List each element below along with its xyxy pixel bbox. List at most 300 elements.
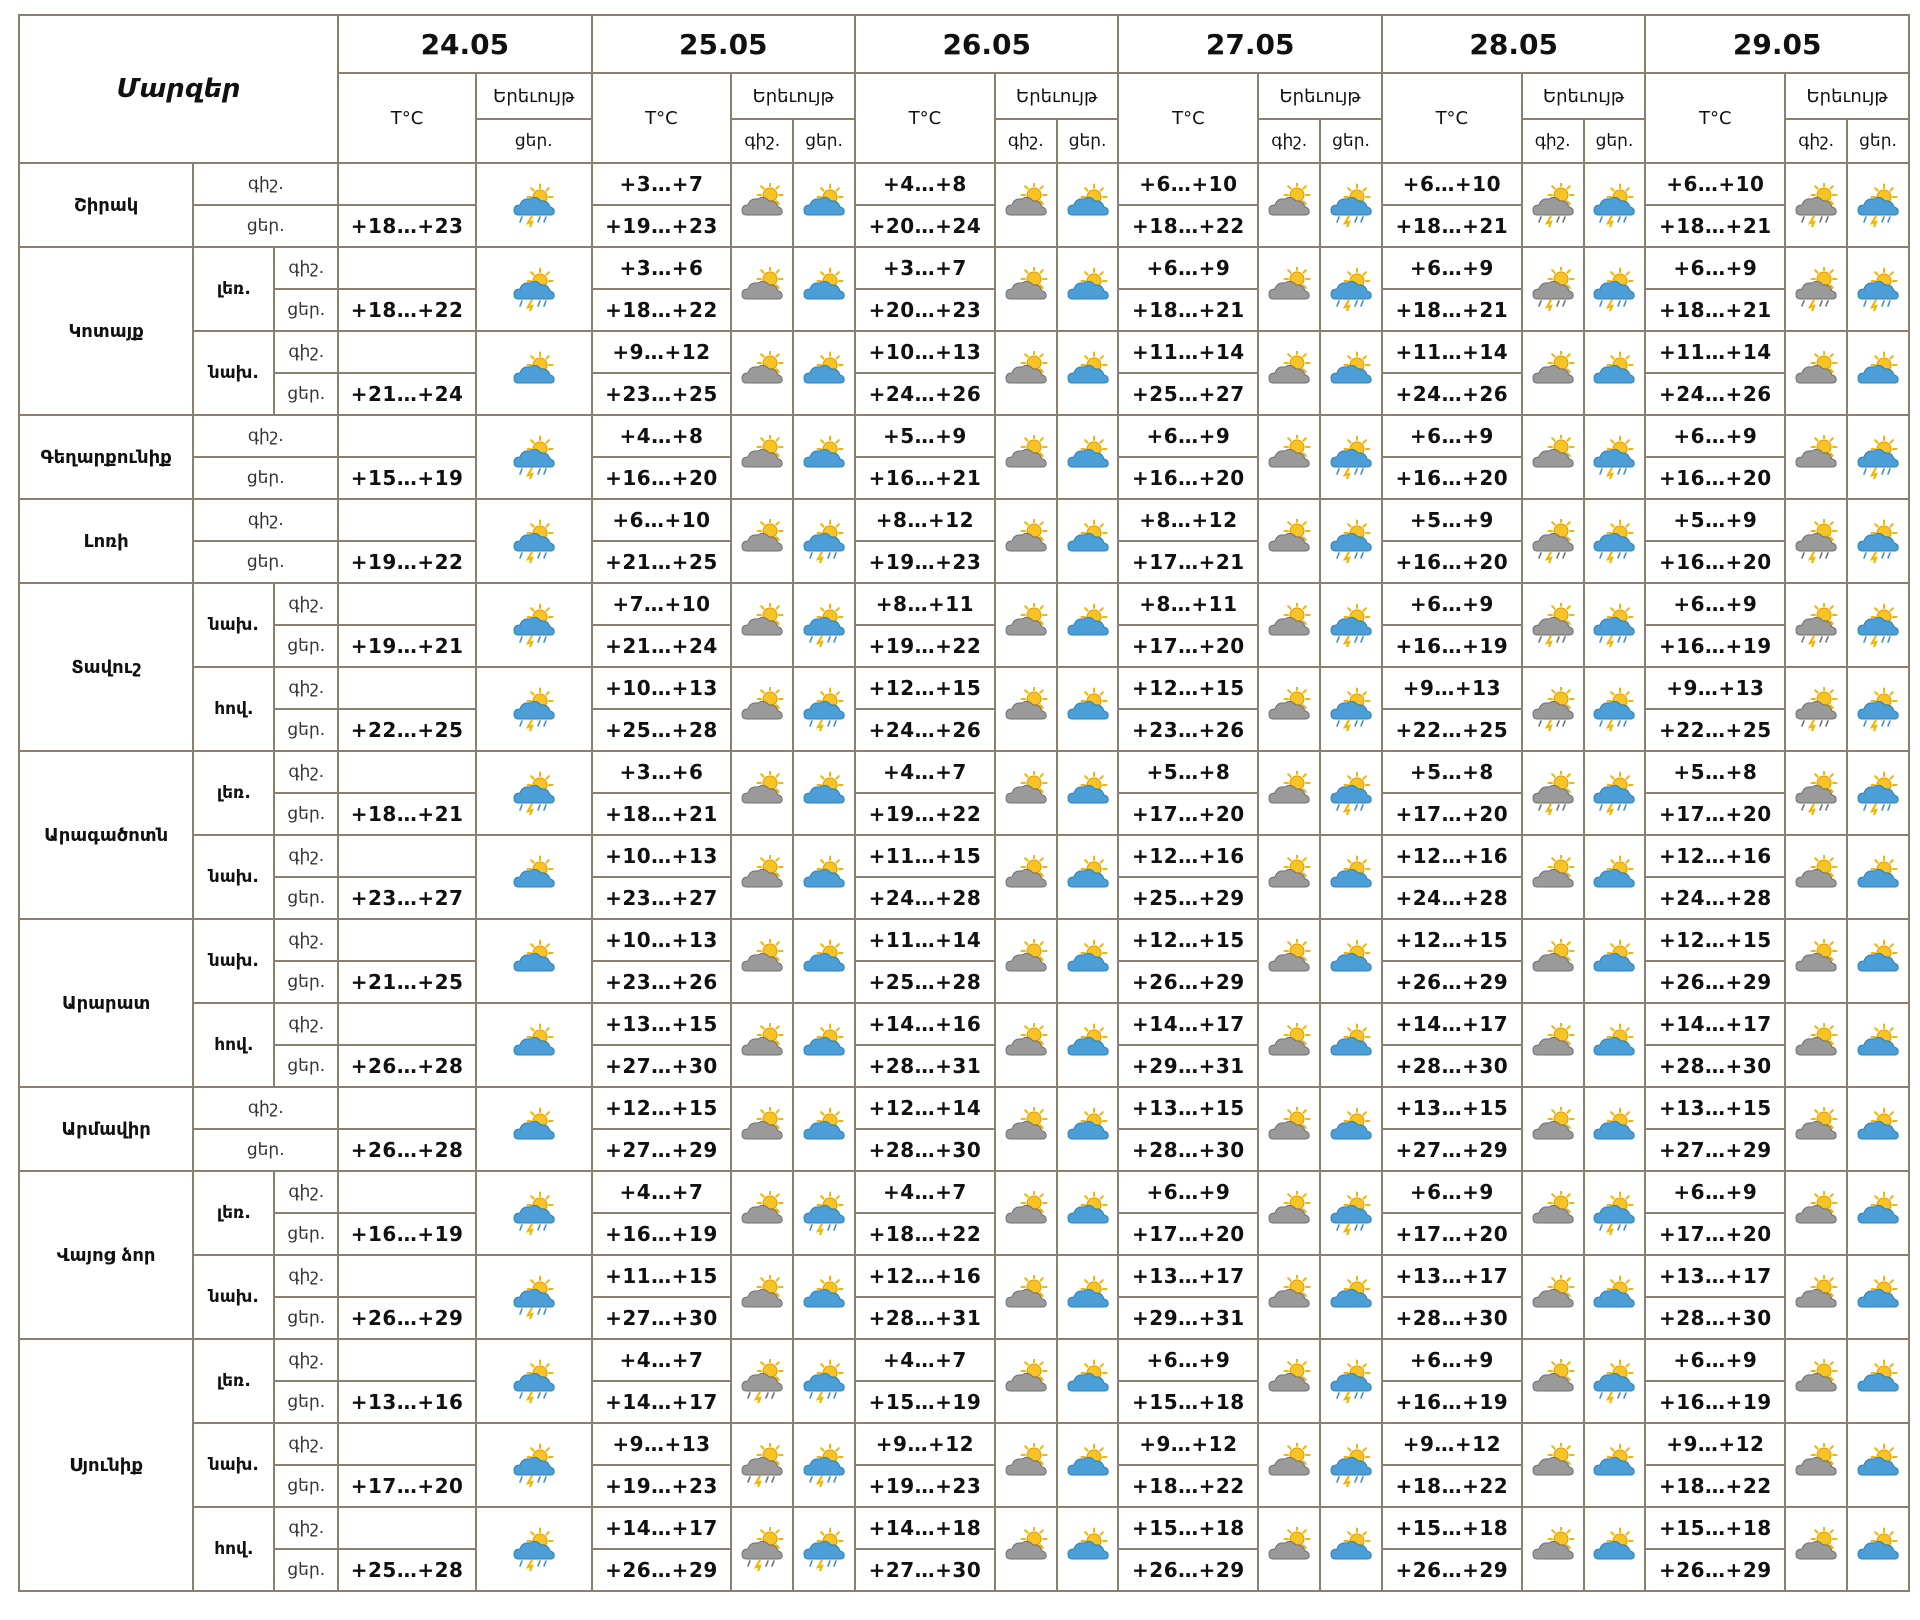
weather-cell xyxy=(731,919,793,1003)
day-header: ցեր. xyxy=(476,119,592,163)
cloud-sun-icon xyxy=(800,183,848,227)
table-row xyxy=(19,835,1909,877)
weather-cell xyxy=(1320,1507,1382,1591)
cloud-sun-icon xyxy=(800,771,848,815)
weather-cell xyxy=(1847,415,1909,499)
weather-cell xyxy=(1785,1423,1847,1507)
day-label: ցեր. xyxy=(274,625,338,667)
cloud-sun-gray-icon xyxy=(1265,603,1313,647)
night-temp: +14…+16 xyxy=(855,1003,995,1045)
weather-cell xyxy=(1320,331,1382,415)
day-temp: +26…+29 xyxy=(1645,1549,1785,1591)
night-temp: +6…+9 xyxy=(1382,1171,1522,1213)
weather-cell xyxy=(995,499,1057,583)
storm-gray-icon xyxy=(1529,603,1577,647)
weather-cell xyxy=(476,163,592,247)
weather-cell xyxy=(1584,499,1646,583)
day-temp: +16…+20 xyxy=(1645,457,1785,499)
day-temp: +23…+26 xyxy=(1118,709,1258,751)
day-label: ցեր. xyxy=(193,1129,338,1171)
day-temp: +17…+20 xyxy=(1382,793,1522,835)
cloud-sun-gray-icon xyxy=(1265,1107,1313,1151)
cloud-sun-gray-icon xyxy=(1792,351,1840,395)
cloud-sun-gray-icon xyxy=(1529,1527,1577,1571)
weather-cell xyxy=(476,247,592,331)
night-temp xyxy=(338,835,476,877)
weather-cell xyxy=(1785,667,1847,751)
cloud-sun-gray-icon xyxy=(738,351,786,395)
night-temp: +6…+9 xyxy=(1118,415,1258,457)
weather-cell xyxy=(1847,1255,1909,1339)
storm-sun-icon xyxy=(1327,267,1375,311)
weather-cell xyxy=(1320,1423,1382,1507)
cloud-sun-gray-icon xyxy=(1265,519,1313,563)
cloud-sun-icon xyxy=(1590,939,1638,983)
weather-cell xyxy=(1785,835,1847,919)
cloud-sun-icon xyxy=(800,939,848,983)
weather-cell xyxy=(793,667,855,751)
table-row xyxy=(19,1507,1909,1549)
day-label: ցեր. xyxy=(274,1381,338,1423)
storm-sun-icon xyxy=(1590,267,1638,311)
table-row xyxy=(19,1339,1909,1381)
day-temp: +28…+30 xyxy=(1645,1045,1785,1087)
cloud-sun-gray-icon xyxy=(1529,351,1577,395)
cloud-sun-gray-icon xyxy=(738,1023,786,1067)
cloud-sun-gray-icon xyxy=(1529,1107,1577,1151)
night-temp xyxy=(338,583,476,625)
day-temp: +28…+31 xyxy=(855,1045,995,1087)
weather-cell xyxy=(1057,751,1119,835)
day-temp: +26…+29 xyxy=(1118,1549,1258,1591)
day-temp: +24…+28 xyxy=(1382,877,1522,919)
night-label: գիշ. xyxy=(274,1507,338,1549)
cloud-sun-gray-icon xyxy=(738,183,786,227)
weather-cell xyxy=(1320,583,1382,667)
day-label: ցեր. xyxy=(274,961,338,1003)
day-temp: +27…+30 xyxy=(592,1045,732,1087)
day-temp: +16…+19 xyxy=(1382,1381,1522,1423)
cloud-sun-gray-icon xyxy=(1792,1275,1840,1319)
cloud-sun-gray-icon xyxy=(1529,435,1577,479)
cloud-sun-icon xyxy=(1327,1527,1375,1571)
weather-cell xyxy=(1057,1339,1119,1423)
weather-cell xyxy=(1320,919,1382,1003)
phenomena-header: Երեւույթ xyxy=(476,73,592,119)
day-temp: +29…+31 xyxy=(1118,1045,1258,1087)
cloud-sun-icon xyxy=(1064,855,1112,899)
weather-cell xyxy=(1847,1507,1909,1591)
night-temp: +5…+9 xyxy=(855,415,995,457)
cloud-sun-icon xyxy=(1590,1275,1638,1319)
weather-cell xyxy=(1057,1003,1119,1087)
night-temp xyxy=(338,499,476,541)
weather-cell xyxy=(476,1255,592,1339)
weather-cell xyxy=(476,835,592,919)
night-temp: +3…+7 xyxy=(592,163,732,205)
cloud-sun-gray-icon xyxy=(1265,267,1313,311)
weather-cell xyxy=(1785,751,1847,835)
night-temp: +10…+13 xyxy=(855,331,995,373)
weather-cell xyxy=(1522,835,1584,919)
weather-cell xyxy=(1847,751,1909,835)
night-label: գիշ. xyxy=(193,415,338,457)
cloud-sun-gray-icon xyxy=(1265,351,1313,395)
weather-cell xyxy=(995,835,1057,919)
day-temp: +16…+20 xyxy=(1382,457,1522,499)
weather-cell xyxy=(1785,1171,1847,1255)
night-label: գիշ. xyxy=(274,919,338,961)
storm-sun-icon xyxy=(1590,603,1638,647)
weather-cell xyxy=(1320,1003,1382,1087)
weather-cell xyxy=(731,247,793,331)
night-temp: +6…+9 xyxy=(1645,247,1785,289)
day-temp: +28…+30 xyxy=(1382,1045,1522,1087)
storm-sun-icon xyxy=(1327,603,1375,647)
cloud-sun-gray-icon xyxy=(738,519,786,563)
night-temp: +15…+18 xyxy=(1118,1507,1258,1549)
night-temp: +6…+10 xyxy=(592,499,732,541)
night-temp: +12…+16 xyxy=(1118,835,1258,877)
day-temp: +19…+22 xyxy=(855,625,995,667)
day-temp: +23…+27 xyxy=(338,877,476,919)
cloud-sun-gray-icon xyxy=(738,855,786,899)
weather-cell xyxy=(1522,163,1584,247)
day-header: ցեր. xyxy=(1320,119,1382,163)
weather-cell xyxy=(1785,415,1847,499)
night-temp: +12…+16 xyxy=(855,1255,995,1297)
weather-cell xyxy=(1584,1507,1646,1591)
day-temp: +18…+23 xyxy=(338,205,476,247)
night-temp: +13…+17 xyxy=(1118,1255,1258,1297)
weather-cell xyxy=(1847,667,1909,751)
cloud-sun-icon xyxy=(1327,1023,1375,1067)
cloud-sun-icon xyxy=(1854,1359,1902,1403)
weather-cell xyxy=(1522,583,1584,667)
storm-sun-icon xyxy=(1854,603,1902,647)
weather-cell xyxy=(1847,499,1909,583)
weather-cell xyxy=(1057,331,1119,415)
night-temp: +5…+9 xyxy=(1382,499,1522,541)
storm-gray-icon xyxy=(1792,519,1840,563)
day-temp: +24…+26 xyxy=(1382,373,1522,415)
weather-cell xyxy=(1057,667,1119,751)
cloud-sun-gray-icon xyxy=(1002,519,1050,563)
weather-cell xyxy=(476,583,592,667)
night-temp: +4…+7 xyxy=(855,1171,995,1213)
weather-cell xyxy=(1847,1339,1909,1423)
weather-cell xyxy=(1320,667,1382,751)
weather-cell xyxy=(731,583,793,667)
day-temp: +21…+25 xyxy=(338,961,476,1003)
day-label: ցեր. xyxy=(274,373,338,415)
cloud-sun-gray-icon xyxy=(1265,183,1313,227)
cloud-sun-icon xyxy=(800,435,848,479)
night-temp: +13…+15 xyxy=(592,1003,732,1045)
night-temp: +4…+8 xyxy=(855,163,995,205)
day-temp: +18…+21 xyxy=(1382,205,1522,247)
night-temp: +9…+13 xyxy=(592,1423,732,1465)
weather-cell xyxy=(793,583,855,667)
storm-sun-icon xyxy=(510,519,558,563)
cloud-sun-gray-icon xyxy=(738,435,786,479)
cloud-sun-gray-icon xyxy=(1002,183,1050,227)
storm-sun-icon xyxy=(1327,1443,1375,1487)
cloud-sun-icon xyxy=(1854,1191,1902,1235)
cloud-sun-gray-icon xyxy=(1265,435,1313,479)
weather-cell xyxy=(1847,1003,1909,1087)
day-temp: +14…+17 xyxy=(592,1381,732,1423)
night-temp: +14…+17 xyxy=(592,1507,732,1549)
cloud-sun-gray-icon xyxy=(1002,351,1050,395)
day-temp: +16…+20 xyxy=(1382,541,1522,583)
day-temp: +18…+22 xyxy=(1118,1465,1258,1507)
storm-gray-icon xyxy=(1529,183,1577,227)
night-label: գիշ. xyxy=(193,1087,338,1129)
weather-cell xyxy=(1847,835,1909,919)
weather-cell xyxy=(476,1003,592,1087)
weather-cell xyxy=(1320,835,1382,919)
day-label: ցեր. xyxy=(274,1297,338,1339)
weather-cell xyxy=(1320,751,1382,835)
weather-cell xyxy=(1057,1507,1119,1591)
weather-cell xyxy=(995,583,1057,667)
weather-cell xyxy=(1258,1003,1320,1087)
day-label: ցեր. xyxy=(274,289,338,331)
storm-sun-icon xyxy=(1327,687,1375,731)
day-temp: +27…+29 xyxy=(1645,1129,1785,1171)
day-temp: +26…+28 xyxy=(338,1045,476,1087)
weather-cell xyxy=(476,667,592,751)
day-temp: +18…+21 xyxy=(1382,289,1522,331)
storm-sun-icon xyxy=(1854,183,1902,227)
weather-cell xyxy=(1785,1087,1847,1171)
storm-sun-icon xyxy=(1590,183,1638,227)
night-label: գիշ. xyxy=(274,835,338,877)
weather-cell xyxy=(793,499,855,583)
weather-cell xyxy=(1057,163,1119,247)
cloud-sun-gray-icon xyxy=(1002,771,1050,815)
weather-cell xyxy=(1785,1003,1847,1087)
cloud-sun-icon xyxy=(1064,1443,1112,1487)
storm-sun-icon xyxy=(510,267,558,311)
cloud-sun-gray-icon xyxy=(1529,1359,1577,1403)
night-temp: +11…+15 xyxy=(855,835,995,877)
night-temp: +14…+17 xyxy=(1118,1003,1258,1045)
zone-name: հով. xyxy=(193,667,274,751)
day-temp: +26…+28 xyxy=(338,1129,476,1171)
weather-cell xyxy=(793,1255,855,1339)
weather-cell xyxy=(1057,1423,1119,1507)
night-label: գիշ. xyxy=(193,499,338,541)
cloud-sun-gray-icon xyxy=(1002,435,1050,479)
weather-cell xyxy=(995,1255,1057,1339)
day-temp: +18…+21 xyxy=(1118,289,1258,331)
night-temp: +5…+9 xyxy=(1645,499,1785,541)
day-temp: +16…+19 xyxy=(338,1213,476,1255)
table-header xyxy=(19,15,1909,163)
storm-sun-icon xyxy=(510,1359,558,1403)
night-temp xyxy=(338,1423,476,1465)
night-temp: +5…+8 xyxy=(1118,751,1258,793)
date-header: 28.05 xyxy=(1382,15,1645,73)
cloud-sun-gray-icon xyxy=(1529,1275,1577,1319)
date-header: 24.05 xyxy=(338,15,591,73)
day-temp: +25…+28 xyxy=(592,709,732,751)
night-temp xyxy=(338,331,476,373)
weather-cell xyxy=(476,1423,592,1507)
cloud-sun-icon xyxy=(1854,855,1902,899)
phenomena-header: Երեւույթ xyxy=(1522,73,1646,119)
regions-header: Մարզեր xyxy=(19,15,338,163)
date-header: 27.05 xyxy=(1118,15,1381,73)
cloud-sun-icon xyxy=(1064,1527,1112,1571)
cloud-sun-gray-icon xyxy=(1792,435,1840,479)
night-temp: +5…+8 xyxy=(1645,751,1785,793)
night-temp: +9…+12 xyxy=(1645,1423,1785,1465)
cloud-sun-gray-icon xyxy=(1529,1023,1577,1067)
day-temp: +15…+19 xyxy=(855,1381,995,1423)
weather-cell xyxy=(1258,919,1320,1003)
weather-cell xyxy=(793,415,855,499)
storm-sun-icon xyxy=(1327,1359,1375,1403)
day-temp: +22…+25 xyxy=(338,709,476,751)
weather-cell xyxy=(1584,919,1646,1003)
night-temp: +11…+14 xyxy=(1645,331,1785,373)
day-temp: +16…+20 xyxy=(1645,541,1785,583)
day-label: ցեր. xyxy=(274,709,338,751)
temp-header: T°C xyxy=(592,73,732,163)
weather-cell xyxy=(1320,1339,1382,1423)
weather-cell xyxy=(731,667,793,751)
day-temp: +20…+23 xyxy=(855,289,995,331)
weather-cell xyxy=(1057,499,1119,583)
cloud-sun-gray-icon xyxy=(1002,855,1050,899)
storm-gray-icon xyxy=(1792,267,1840,311)
night-header: գիշ. xyxy=(995,119,1057,163)
cloud-sun-icon xyxy=(1327,855,1375,899)
zone-name: լեռ. xyxy=(193,1339,274,1423)
temp-header: T°C xyxy=(338,73,476,163)
date-header: 29.05 xyxy=(1645,15,1909,73)
night-temp: +6…+9 xyxy=(1382,1339,1522,1381)
night-header: գիշ. xyxy=(1785,119,1847,163)
storm-gray-icon xyxy=(738,1359,786,1403)
storm-sun-icon xyxy=(1327,1191,1375,1235)
weather-cell xyxy=(995,331,1057,415)
day-label: ցեր. xyxy=(274,1213,338,1255)
storm-sun-icon xyxy=(510,1275,558,1319)
night-temp: +4…+7 xyxy=(855,751,995,793)
weather-cell xyxy=(1320,499,1382,583)
night-temp: +6…+9 xyxy=(1118,1171,1258,1213)
cloud-sun-gray-icon xyxy=(1002,1275,1050,1319)
forecast-table-container xyxy=(18,14,1910,1592)
night-temp: +13…+17 xyxy=(1645,1255,1785,1297)
day-temp: +26…+29 xyxy=(592,1549,732,1591)
weather-cell xyxy=(1522,751,1584,835)
weather-cell xyxy=(476,1507,592,1591)
region-name: Լոռի xyxy=(19,499,193,583)
day-temp: +19…+21 xyxy=(338,625,476,667)
weather-cell xyxy=(995,1507,1057,1591)
cloud-sun-icon xyxy=(1854,1275,1902,1319)
region-name: Արմավիր xyxy=(19,1087,193,1171)
night-temp: +7…+10 xyxy=(592,583,732,625)
weather-cell xyxy=(731,415,793,499)
day-temp: +19…+23 xyxy=(855,1465,995,1507)
cloud-sun-icon xyxy=(800,1275,848,1319)
night-temp: +6…+9 xyxy=(1645,415,1785,457)
day-temp: +17…+20 xyxy=(1118,1213,1258,1255)
weather-cell xyxy=(1584,835,1646,919)
weather-cell xyxy=(995,919,1057,1003)
cloud-sun-icon xyxy=(1590,1527,1638,1571)
day-temp: +16…+20 xyxy=(1118,457,1258,499)
cloud-sun-icon xyxy=(510,1107,558,1151)
weather-cell xyxy=(476,499,592,583)
night-temp xyxy=(338,1171,476,1213)
night-temp: +6…+9 xyxy=(1645,583,1785,625)
night-temp xyxy=(338,1339,476,1381)
day-temp: +18…+21 xyxy=(1645,205,1785,247)
night-temp: +6…+9 xyxy=(1382,583,1522,625)
day-temp: +25…+28 xyxy=(855,961,995,1003)
day-header: ցեր. xyxy=(793,119,855,163)
cloud-sun-icon xyxy=(1327,1107,1375,1151)
cloud-sun-icon xyxy=(1064,183,1112,227)
night-temp: +12…+15 xyxy=(1382,919,1522,961)
weather-cell xyxy=(1522,1507,1584,1591)
day-temp: +18…+22 xyxy=(1118,205,1258,247)
cloud-sun-icon xyxy=(1064,939,1112,983)
cloud-sun-gray-icon xyxy=(1265,687,1313,731)
weather-cell xyxy=(1785,499,1847,583)
cloud-sun-icon xyxy=(1064,1023,1112,1067)
day-temp: +28…+30 xyxy=(1118,1129,1258,1171)
weather-cell xyxy=(731,1507,793,1591)
weather-cell xyxy=(995,751,1057,835)
weather-cell xyxy=(1847,331,1909,415)
weather-cell xyxy=(1522,1423,1584,1507)
weather-cell xyxy=(1057,1255,1119,1339)
weather-cell xyxy=(731,1339,793,1423)
region-name: Շիրակ xyxy=(19,163,193,247)
cloud-sun-icon xyxy=(1854,351,1902,395)
day-temp: +23…+25 xyxy=(592,373,732,415)
day-temp: +18…+21 xyxy=(338,793,476,835)
night-temp: +12…+15 xyxy=(1645,919,1785,961)
storm-gray-icon xyxy=(1792,603,1840,647)
weather-cell xyxy=(1847,247,1909,331)
weather-cell xyxy=(995,1423,1057,1507)
weather-cell xyxy=(793,163,855,247)
table-row xyxy=(19,499,1909,541)
weather-cell xyxy=(793,247,855,331)
cloud-sun-gray-icon xyxy=(738,687,786,731)
cloud-sun-gray-icon xyxy=(1792,1023,1840,1067)
day-temp: +19…+22 xyxy=(855,793,995,835)
weather-cell xyxy=(1584,1423,1646,1507)
storm-gray-icon xyxy=(1792,183,1840,227)
night-temp: +13…+15 xyxy=(1382,1087,1522,1129)
cloud-sun-gray-icon xyxy=(1529,855,1577,899)
zone-name: նախ. xyxy=(193,583,274,667)
cloud-sun-gray-icon xyxy=(1002,939,1050,983)
cloud-sun-gray-icon xyxy=(1265,1275,1313,1319)
cloud-sun-icon xyxy=(1854,1023,1902,1067)
cloud-sun-icon xyxy=(1064,435,1112,479)
